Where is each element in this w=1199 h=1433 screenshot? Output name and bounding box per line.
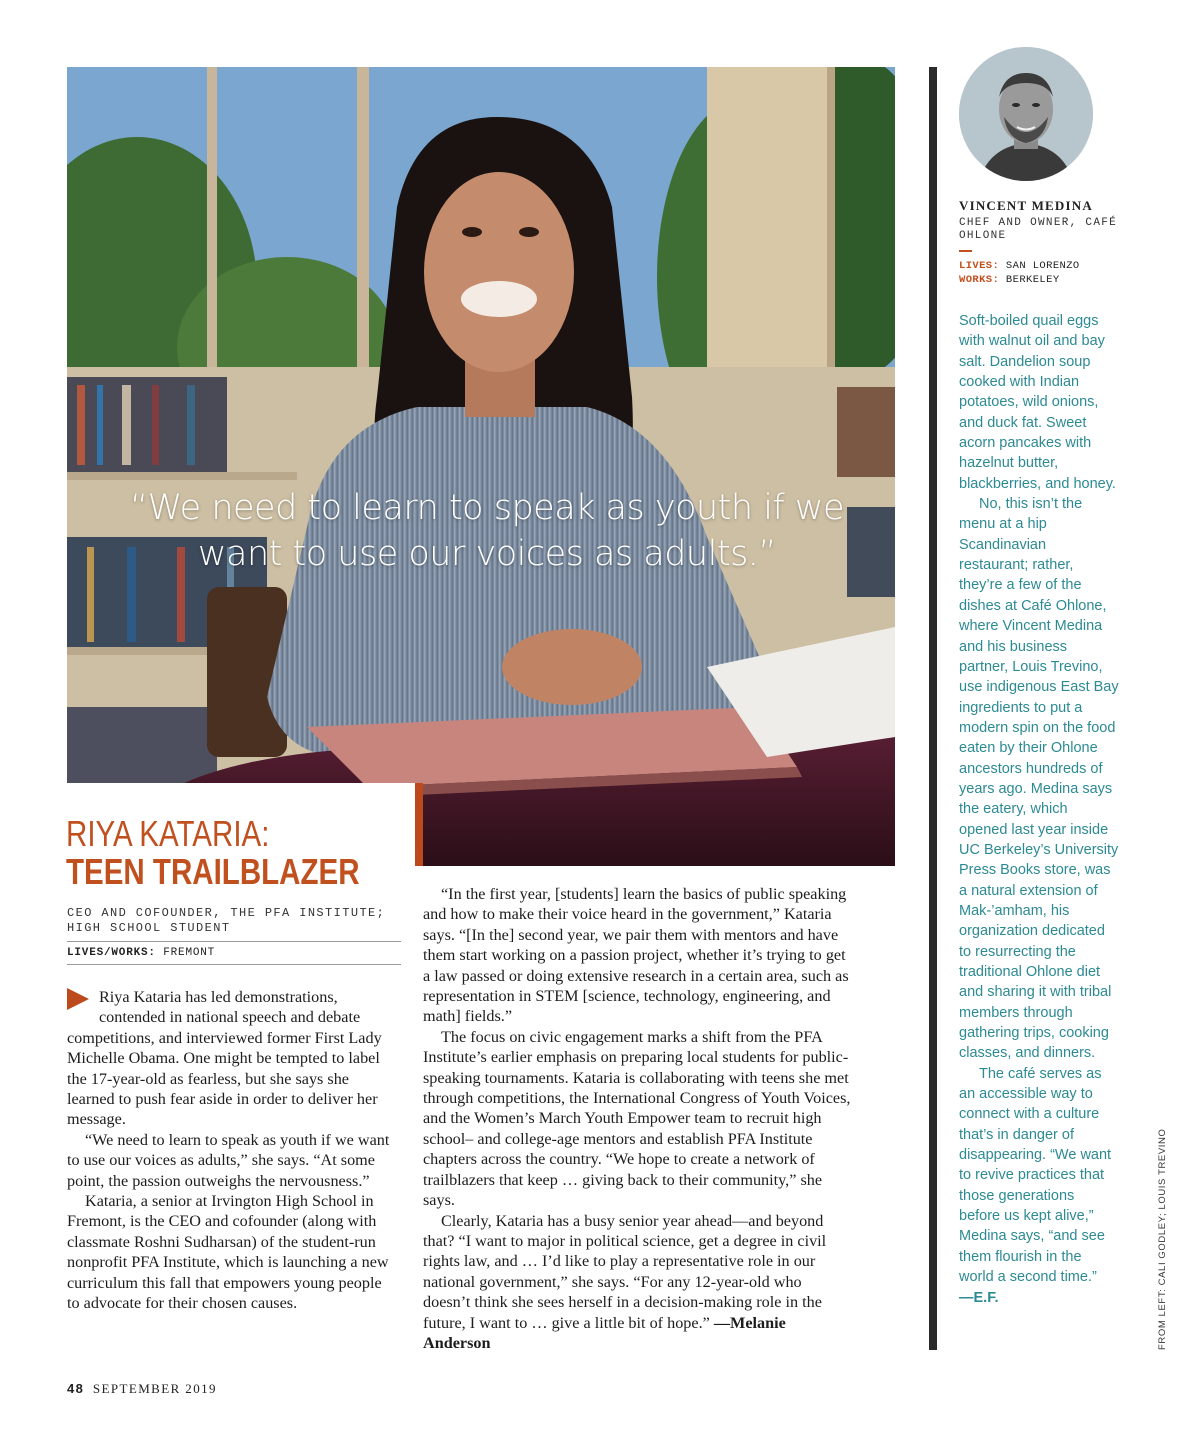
sidebar-role: CHEF AND OWNER, CAFÉ OHLONE bbox=[959, 217, 1118, 242]
sidebar-paragraph: No, this isn’t the menu at a hip Scandinavian restaurant; rather, they’re a few of the dishes at Café Ohlone, where Vincent Medina and his business partner, Louis Trevino, use indigenous East Bay ingredients to put a modern spin on the food eaten by their Ohlone ancestors hundreds of years ago. Medina says the eatery, which opened last year inside UC Berkeley’s University Press Books store, was a natural extension of Mak-’amham, his organization dedicated to resurrecting the traditional Ohlone diet and sharing it with tribal members through gathering trips, cooking classes, and dinners. bbox=[959, 496, 1119, 1062]
sidebar-paragraph: The café serves as an accessible way to connect with a culture that’s in danger of disappearing. “We want to revive practices that those generations before us kept alive,” Medina says, “and see them flourish in the world a second time.” bbox=[959, 1065, 1112, 1286]
body-paragraph: The focus on civic engagement marks a shift from the PFA Institute’s earlier emphasis on preparing local students for public-speaking tournaments. Kataria is collaborating with teens she met through competitions, the International Congress of Youth Voices, and the Women’s March Youth Empower team to recruit high school– and college-age mentors and establish PFA Institute chapters across the country. “We hope to create a network of trailblazers that keep … giving back to their community,” she says. bbox=[423, 1027, 851, 1210]
body-paragraph: Kataria, a senior at Irvington High School in Fremont, is the CEO and cofounder (along with classmate Roshni Sudharsan) of the student-run nonprofit PFA Institute, which is launching a new curriculum this fall that empowers young people to advocate for their chosen causes. bbox=[67, 1192, 389, 1313]
subject-role: CEO AND COFOUNDER, THE PFA INSTITUTE; HIGH SCHOOL STUDENT bbox=[67, 906, 386, 935]
sidebar-name: VINCENT MEDINA bbox=[959, 198, 1093, 213]
portrait-illustration bbox=[959, 47, 1093, 181]
divider bbox=[67, 964, 401, 965]
article-column-1 bbox=[67, 987, 397, 1314]
headline-line-1: RIYA KATARIA: bbox=[66, 813, 270, 854]
sidebar-dash bbox=[959, 250, 972, 252]
portrait-photo bbox=[959, 47, 1093, 181]
start-arrow-icon bbox=[67, 988, 99, 1014]
page-number: 48 bbox=[67, 1381, 85, 1396]
sidebar-rule bbox=[929, 67, 937, 1350]
divider bbox=[67, 941, 401, 942]
works-value: BERKELEY bbox=[1005, 274, 1060, 286]
works-label: WORKS: bbox=[959, 274, 1000, 286]
article-headline bbox=[66, 813, 360, 892]
page-folio bbox=[67, 1381, 217, 1397]
sidebar-signature: —E.F. bbox=[959, 1289, 999, 1306]
body-paragraph: “In the first year, [students] learn the basics of public speaking and how to make their voice heard in the government,” Kataria says. “[In the] second year, we pair them with mentors and have them start working on a passion project, whether it’s trying to get a law passed or doing extensive research in a certain area, such as representation in STEM [science, technology, engineering, and math] fields.” bbox=[423, 885, 849, 1026]
hero-photo bbox=[67, 67, 895, 866]
body-paragraph-text: Clearly, Kataria has a busy senior year ahead—and beyond that? “I want to major in political science, get a degree in civil rights law, and … I’d like to play a representative role in our national government,” she says. “For any 12-year-old who doesn’t think she sees herself in a decision-making role in the future, I want to … give a little bit of hope.” bbox=[423, 1211, 827, 1332]
lives-label: LIVES: bbox=[959, 260, 1000, 272]
photo-credit: FROM LEFT: CALI GODLEY; LOUIS TREVINO bbox=[1157, 1128, 1168, 1350]
photo-illustration bbox=[67, 67, 895, 866]
issue-date: SEPTEMBER 2019 bbox=[92, 1381, 217, 1396]
lives-works bbox=[67, 947, 407, 959]
body-paragraph bbox=[423, 1211, 853, 1354]
sidebar-paragraph: Soft-boiled quail eggs with walnut oil and bay salt. Dandelion soup cooked with Indian potatoes, wild onions, and duck fat. Sweet acorn pancakes with hazelnut butter, blackberries, and honey. bbox=[959, 313, 1116, 492]
sidebar-text bbox=[959, 311, 1119, 1308]
pull-quote: “We need to learn to speak as youth if we want to use our voices as adults.” bbox=[129, 488, 845, 574]
lives-works-value: FREMONT bbox=[163, 947, 216, 959]
body-paragraph: Riya Kataria has led demonstrations, contended in national speech and debate competitions, and interviewed former First Lady Michelle Obama. One might be tempted to label the 17-year-old as fearless, but she says she learned to push fear aside in order to deliver her message. bbox=[67, 988, 382, 1129]
body-paragraph: “We need to learn to speak as youth if we want to use our voices as adults,” she says. “At some point, the passion outweighs the nervousness.” bbox=[67, 1130, 390, 1190]
sidebar-locations bbox=[959, 259, 1080, 287]
article-column-2 bbox=[423, 884, 853, 1353]
accent-bar bbox=[415, 783, 423, 866]
byline: —Melanie Anderson bbox=[423, 1313, 786, 1352]
lives-value: SAN LORENZO bbox=[1005, 260, 1080, 272]
lives-works-label: LIVES/WORKS: bbox=[67, 947, 156, 959]
headline-line-2: TEEN TRAILBLAZER bbox=[66, 851, 360, 892]
